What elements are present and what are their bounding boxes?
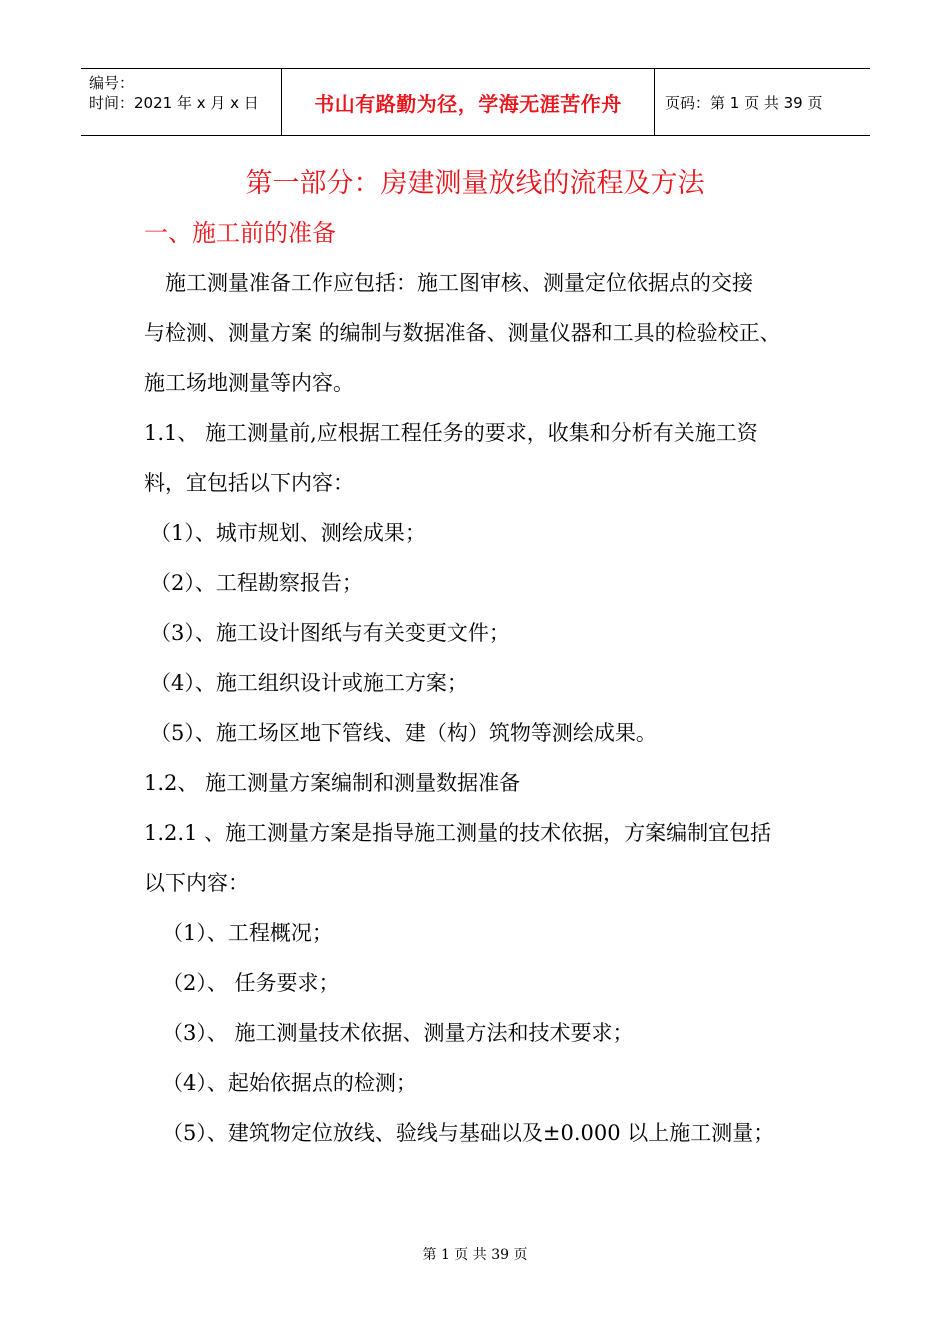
paragraph-line: 1.1、 施工测量前,应根据工程任务的要求，收集和分析有关施工资 — [144, 421, 758, 445]
list-item: （5）、建筑物定位放线、验线与基础以及±0.000 以上施工测量； — [162, 1121, 775, 1145]
subsection-heading: 1.2、 施工测量方案编制和测量数据准备 — [144, 771, 521, 795]
paragraph-line: 1.2.1 、施工测量方案是指导施工测量的技术依据，方案编制宜包括 — [144, 821, 772, 845]
page-header — [81, 68, 870, 136]
header-page-info: 页码：第 1 页 共 39 页 — [665, 93, 823, 112]
list-item: （1）、工程概况； — [162, 921, 333, 945]
page-footer: 第 1 页 共 39 页 — [422, 1247, 528, 1263]
paragraph-line: 以下内容： — [144, 871, 249, 895]
document-date: 时间：2021 年 x 月 x 日 — [89, 94, 259, 112]
list-item: （3）、施工设计图纸与有关变更文件； — [150, 621, 510, 645]
paragraph-line: 施工场地测量等内容。 — [144, 371, 354, 395]
section-heading: 一、施工前的准备 — [144, 219, 336, 247]
list-item: （1）、城市规划、测绘成果； — [150, 521, 426, 545]
list-item: （4）、起始依据点的检测； — [162, 1071, 417, 1095]
document-title: 第一部分：房建测量放线的流程及方法 — [245, 168, 705, 199]
list-item: （4）、施工组织设计或施工方案； — [150, 671, 468, 695]
header-meta — [81, 69, 282, 135]
document-number-label: 编号： — [89, 74, 135, 92]
header-motto: 书山有路勤为径，学海无涯苦作舟 — [282, 69, 655, 135]
list-item: （2）、工程勘察报告； — [150, 571, 363, 595]
paragraph-line: 与检测、测量方案 的编制与数据准备、测量仪器和工具的检验校正、 — [144, 321, 781, 345]
paragraph-line: 料，宜包括以下内容： — [144, 471, 354, 495]
list-item: （5）、施工场区地下管线、建（构）筑物等测绘成果。 — [150, 721, 657, 745]
list-item: （2）、 任务要求； — [162, 971, 340, 995]
list-item: （3）、 施工测量技术依据、测量方法和技术要求； — [162, 1021, 634, 1045]
paragraph-line: 施工测量准备工作应包括：施工图审核、测量定位依据点的交接 — [165, 271, 753, 295]
